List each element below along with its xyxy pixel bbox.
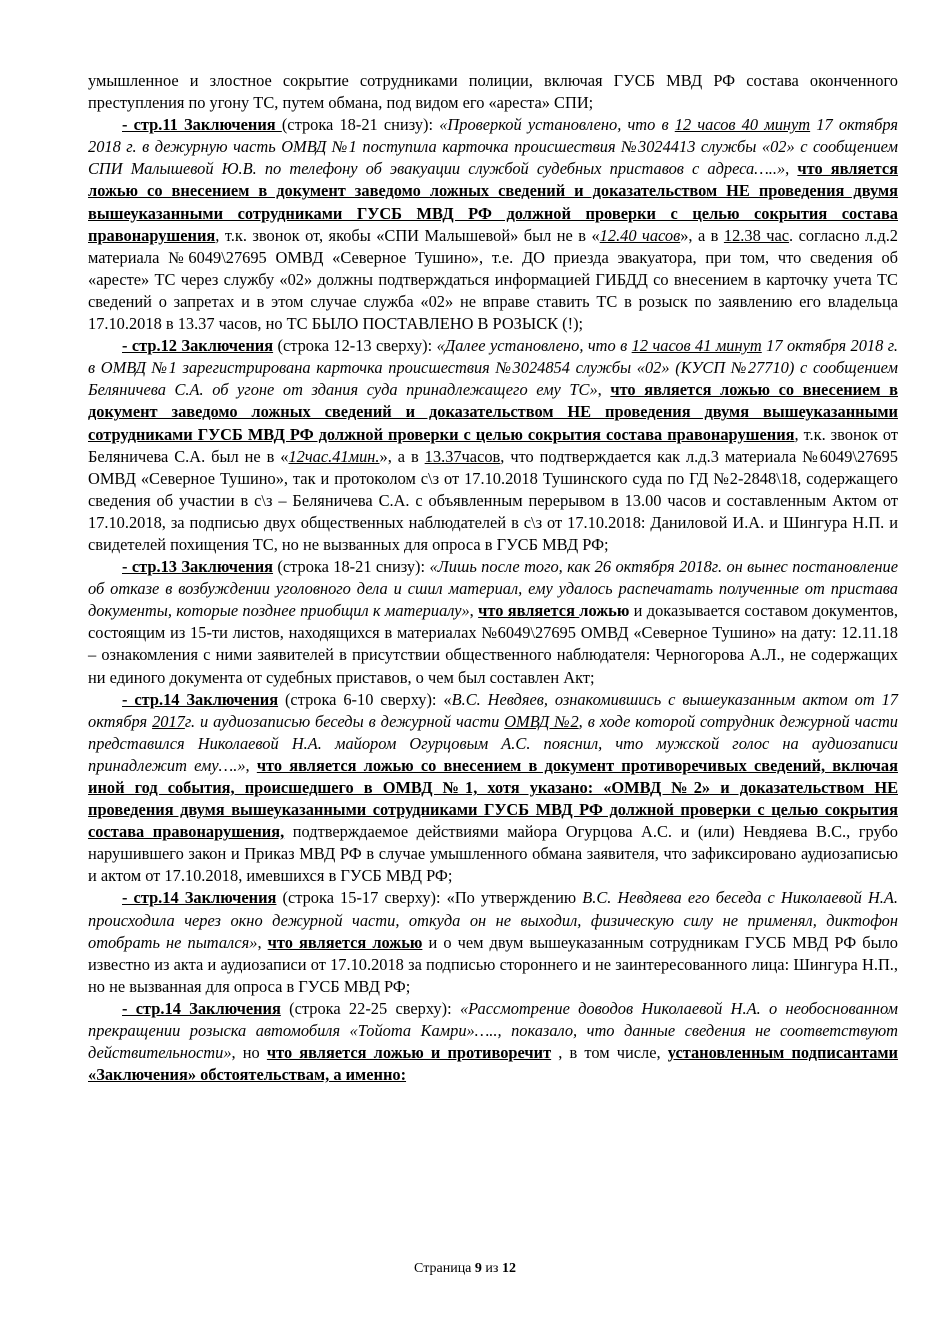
text: », а в bbox=[680, 225, 724, 245]
quote-part: 17 октября 2018 г. в дежурную часть ОМВД №1 поступила карточка происшествия №3024413 службы «02» с сообщением СПИ Малышевой Ю.В. по телефону об эвакуации службой судебных приставов с адреса…..» bbox=[88, 115, 899, 179]
paragraph-intro bbox=[88, 70, 898, 114]
text: и доказывается составом документов, состоящим из 15-ти листов, находящихся в материалах №6049\27695 ОМВД «Северное Тушино» на дату: 12.11.18 – ознакомления с ними заявителей в присутствии общественного наблюдателя: Черногорова А.Л., не содержащих ни единого документа от судебных приставов, о чем был составлен Акт; bbox=[88, 601, 898, 687]
text: , bbox=[785, 159, 798, 179]
claim: ложью bbox=[579, 601, 630, 621]
line-reference: (строка 22-25 сверху): bbox=[280, 998, 460, 1018]
quote: В.С. Невдяева его беседа с Николаевой Н.А. происходила через окно дежурной части, откуда он не выходил, физическую силу не применял, диктофон отобрать не пытался» bbox=[88, 888, 899, 952]
text: , в том числе, bbox=[551, 1043, 668, 1063]
paragraph-page14-a bbox=[88, 689, 898, 888]
paragraph-page11 bbox=[88, 114, 898, 335]
paragraph-page14-c bbox=[88, 998, 898, 1086]
section-ref bbox=[122, 115, 282, 134]
section-ref: - стр.14 Заключения bbox=[122, 998, 281, 1018]
quote: «Рассмотрение доводов Николаевой Н.А. о необоснованном прекращении розыска автомобиля «Тойота Камри»….., показало, что данные сведения не соответствуют действительности» bbox=[88, 998, 899, 1063]
page-total: 12 bbox=[501, 1261, 516, 1276]
quote-year: 2017 bbox=[152, 711, 185, 731]
page-number: 9 bbox=[474, 1261, 482, 1276]
time-claimed: 12.40 часов bbox=[599, 225, 681, 245]
footer-separator: из bbox=[481, 1261, 502, 1276]
quote-part: , в ходе которой сотрудник дежурной части представился Николаевой Н.А. майором Огурцовым А.С. пояснил, что мужской голос на аудиозаписи принадлежит ему….» bbox=[88, 711, 898, 775]
text: , bbox=[597, 380, 611, 400]
text: , что подтверждается как л.д.3 материала №6049\27695 ОМВД «Северное Тушино», так и протоколом с\з от 17.10.2018 Тушинского суда по ГД №2-2848\18, содержащего сведения об участии в с\з – Беляничева С.А. с объявленным перерывом в 13.00 часов и составленным Актом от 17.10.2018, за подписью двух общественных наблюдателей в с\з от 17.10.2018: Даниловой И.А. и Шингура Н.П. и свидетелей похищения ТС, но не вызванных для опроса в ГУСБ МВД РФ; bbox=[88, 446, 898, 554]
section-ref: - стр.12 Заключения bbox=[122, 336, 274, 356]
quote-part: г. и аудиозаписью беседы в дежурной части bbox=[184, 711, 505, 731]
claim: что является ложью со внесением в документ заведомо ложных сведений и доказательством НЕ проведения двумя вышеуказанными сотрудниками ГУСБ МВД РФ должной проверки с целью сокрытия состава правонарушения bbox=[88, 159, 899, 245]
text: , т.к. звонок от Беляничева С.А. был не в « bbox=[88, 424, 898, 466]
time-actual: 12.38 час bbox=[723, 225, 790, 245]
document-body bbox=[88, 70, 898, 1086]
quote-time: 12 часов 41 минут bbox=[631, 336, 762, 356]
text: », а в bbox=[379, 446, 425, 466]
time-actual: 13.37часов bbox=[424, 446, 501, 466]
text: . согласно л.д.2 материала №6049\27695 ОМВД «Северное Тушино», т.е. ДО приезда эвакуатора, при том, что сведения об «аресте» ТС через службу «02» должны подтверждаться информацией ГИБДД со внесением в карточку учета ТС сведений о запретах и в этом случае служба «02» не вправе ставить ТС в розыск по заявлению его владельца 17.10.2018 в 13.37 часов, но ТС БЫЛО ПОСТАВЛЕНО В РОЗЫСК (!); bbox=[88, 225, 899, 334]
line-reference: (строка 15-17 сверху): «По утверждению bbox=[276, 888, 583, 908]
quote-time: 12 часов 40 минут bbox=[674, 115, 811, 135]
text: подтверждаемое действиями майора Огурцова А.С. и (или) Невдяева В.С., грубо нарушившего закон и Приказ МВД РФ в случае умышленного обмана заявителя, что зафиксировано аудиозаписью и актом от 17.10.2018, имевшихся в ГУСБ МВД РФ; bbox=[88, 822, 898, 886]
claim: что является ложью со внесением в документ противоречивых сведений, включая иной год события, происшедшего в ОМВД №1, хотя указано: «ОМВД №2» и доказательством НЕ проведения двумя вышеуказанными сотрудниками ГУСБ МВД РФ должной проверки с целью сокрытия состава правонарушения, bbox=[88, 755, 898, 842]
quote-department: ОМВД №2 bbox=[504, 711, 579, 731]
time-claimed: 12час.41мин. bbox=[288, 446, 380, 466]
paragraph-page13 bbox=[88, 556, 898, 689]
text: , bbox=[257, 932, 268, 952]
quote-part: «Далее установлено, что в bbox=[436, 336, 632, 356]
claim: что является ложью bbox=[267, 932, 423, 952]
text: и о чем двум вышеуказанным сотрудникам ГУСБ МВД РФ было известно из акта и аудиозаписи от 17.10.2018 за подписью стороннего и не заинтересованного лица: Шингура Н.П., но не вызванная для опроса в ГУСБ МВД РФ; bbox=[88, 932, 898, 996]
section-ref-label: - стр.11 Заключения bbox=[122, 115, 282, 135]
section-ref: - стр.14 Заключения bbox=[122, 689, 279, 709]
line-reference: (строка 18-21 снизу): bbox=[273, 557, 430, 577]
quote-part: 17 октября 2018 г. в ОМВД №1 зарегистрирована карточка происшествия №3024854 службы «02» (КУСП №27710) с сообщением Беляничева С.А. об угоне от здания суда принадлежащего ему ТС» bbox=[88, 336, 898, 400]
line-reference: (строка 12-13 сверху): bbox=[273, 336, 437, 356]
text: , bbox=[469, 601, 479, 621]
paragraph-page12 bbox=[88, 335, 898, 556]
claim: установленным подписантами «Заключения» обстоятельствам, а именно: bbox=[88, 1043, 899, 1085]
line-reference: (строка 18-21 снизу): bbox=[281, 115, 440, 135]
quote-part: В.С. Невдяев, ознакомившись с вышеуказанным актом от 17 октября bbox=[88, 689, 898, 731]
text: , bbox=[245, 755, 257, 775]
footer-prefix: Страница bbox=[414, 1261, 475, 1276]
text: , т.к. звонок от, якобы «СПИ Малышевой» был не в « bbox=[215, 225, 600, 245]
claim: что является ложью со внесением в документ заведомо ложных сведений и доказательством НЕ проведения двумя вышеуказанными сотрудниками ГУСБ МВД РФ должной проверки с целью сокрытия состава правонарушения bbox=[88, 380, 898, 444]
claim: что является bbox=[478, 601, 580, 621]
paragraph-text: умышленное и злостное сокрытие сотрудниками полиции, включая ГУСБ МВД РФ состава оконченного преступления по угону ТС, путем обмана, под видом его «ареста» СПИ; bbox=[88, 71, 898, 113]
claim: что является ложью и противоречит bbox=[266, 1043, 552, 1063]
paragraph-page14-b bbox=[88, 887, 898, 997]
line-reference: (строка 6-10 сверху): « bbox=[278, 689, 452, 709]
quote-part: «Проверкой установлено, что в bbox=[439, 115, 675, 135]
section-ref: - стр.14 Заключения bbox=[122, 888, 277, 908]
text: , но bbox=[231, 1043, 267, 1063]
section-ref: - стр.13 Заключения bbox=[122, 557, 274, 577]
quote: «Лишь после того, как 26 октября 2018г. он вынес постановление об отказе в возбуждении уголовного дела и сшил материал, ему удалось распечатать полученные от пристава документы, которые позднее приобщил к материалу» bbox=[88, 557, 898, 621]
page-footer bbox=[0, 1261, 930, 1277]
